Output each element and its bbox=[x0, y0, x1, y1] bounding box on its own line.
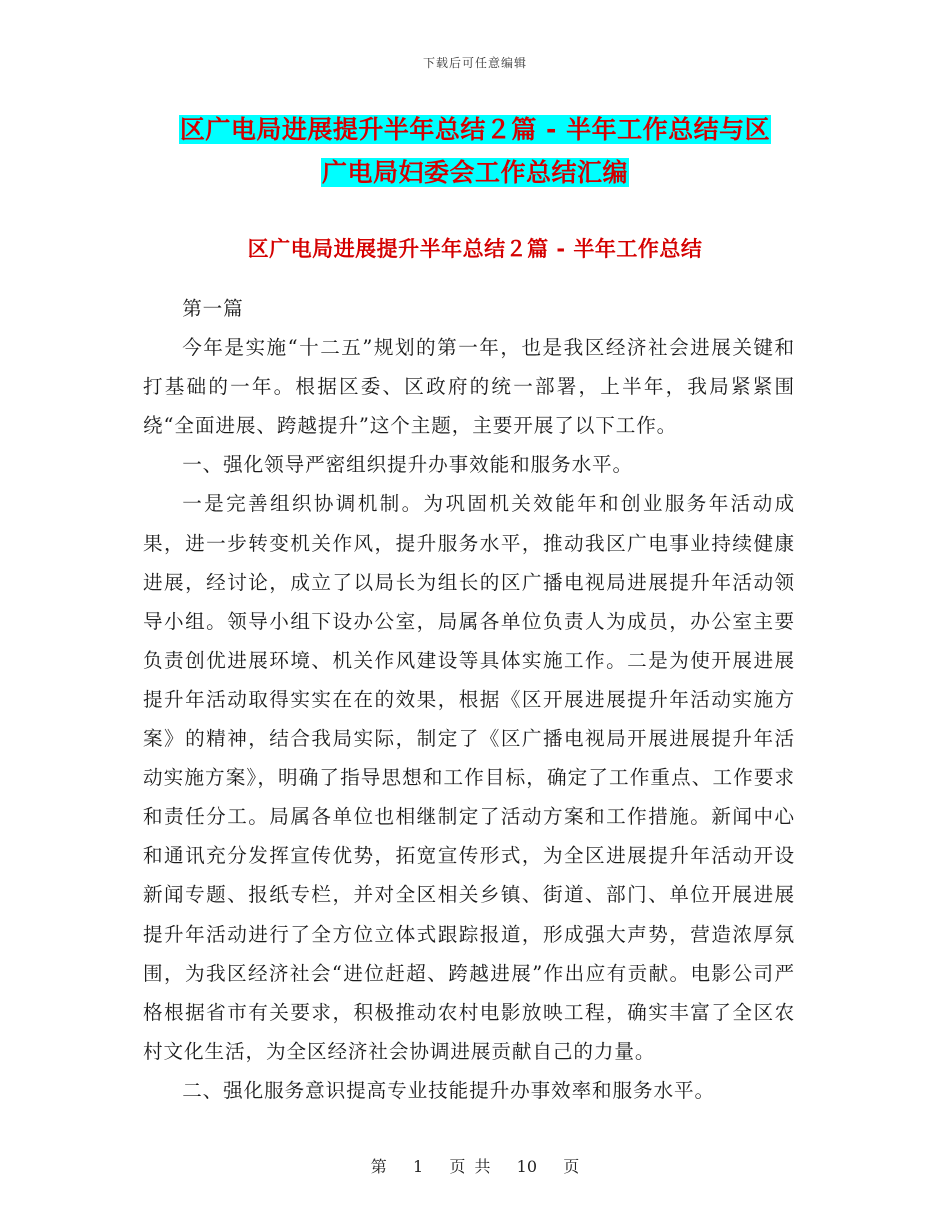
paragraph-section-heading: 二、强化服务意识提高专业技能提升办事效率和服务水平。 bbox=[182, 1078, 716, 1102]
page-number: 1 bbox=[412, 1157, 424, 1176]
document-title-text-1: 区广电局进展提升半年总结２篇 - 半年工作总结与区 bbox=[179, 115, 771, 144]
paragraph-section-heading: 一、强化领导严密组织提升办事效能和服务水平。 bbox=[182, 453, 634, 477]
document-title-line-2 bbox=[0, 158, 950, 188]
document-body bbox=[143, 289, 795, 1110]
paragraph: 今年是实施“十二五”规划的第一年，也是我区经济社会进展关键和打基础的一年。根据区委、区政府的统一部署，上半年，我局紧紧围绕“全面进展、跨越提升”这个主题，主要开展了以下工作。 bbox=[143, 336, 795, 438]
page-total: 10 bbox=[516, 1157, 537, 1176]
paragraph-part-heading: 第一篇 bbox=[182, 297, 244, 320]
page-footer bbox=[0, 1154, 950, 1177]
footer-prefix: 第 bbox=[370, 1157, 387, 1176]
footer-suffix: 页 bbox=[563, 1157, 580, 1176]
section-title: 区广电局进展提升半年总结２篇 - 半年工作总结 bbox=[247, 237, 703, 261]
document-title-line-1 bbox=[0, 115, 950, 145]
footer-middle: 页 共 bbox=[449, 1157, 491, 1176]
paragraph: 一是完善组织协调机制。为巩固机关效能年和创业服务年活动成果，进一步转变机关作风，提升服务水平，推动我区广电事业持续健康进展，经讨论，成立了以局长为组长的区广播电视局进展提升年活动领导小组。领导小组下设办公室，局属各单位负责人为成员，办公室主要负责创优进展环境、机关作风建设等具体实施工作。二是为使开展进展提升年活动取得实实在在的效果，根据《区开展进展提升年活动实施方案》的精神，结合我局实际，制定了《区广播电视局开展进展提升年活动实施方案》，明确了指导思想和工作目标，确定了工作重点、工作要求和责任分工。局属各单位也相继制定了活动方案和工作措施。新闻中心和通讯充分发挥宣传优势，拓宽宣传形式，为全区进展提升年活动开设新闻专题、报纸专栏，并对全区相关乡镇、街道、部门、单位开展进展提升年活动进行了全方位立体式跟踪报道，形成强大声势，营造浓厚氛围，为我区经济社会“进位赶超、跨越进展”作出应有贡献。电影公司严格根据省市有关要求，积极推动农村电影放映工程，确实丰富了全区农村文化生活，为全区经济社会协调进展贡献自己的力量。 bbox=[143, 492, 795, 1063]
document-title-text-2: 广电局妇委会工作总结汇编 bbox=[321, 158, 628, 187]
header-note: 下载后可任意编辑 bbox=[422, 56, 527, 70]
